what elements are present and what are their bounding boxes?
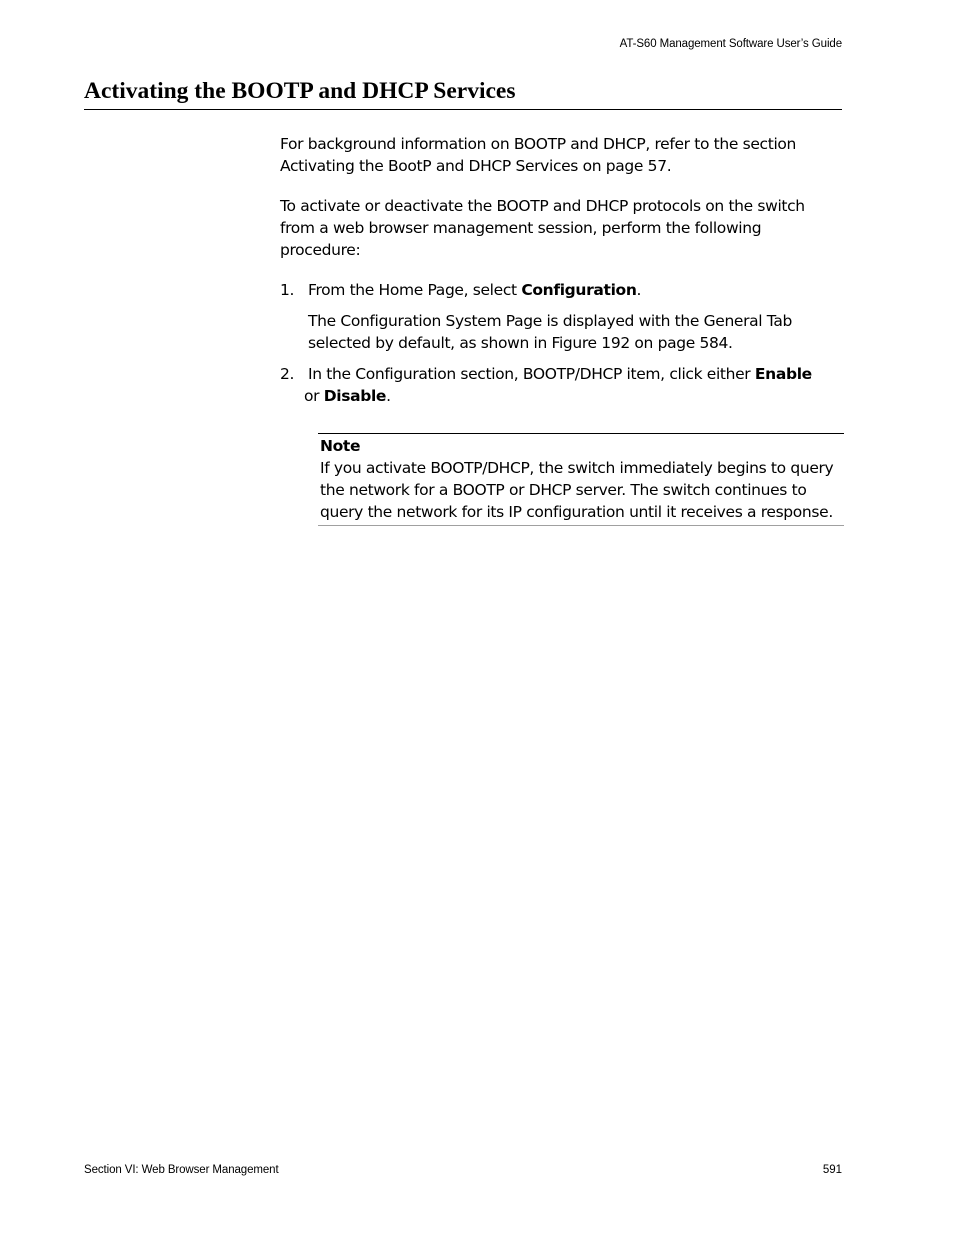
footer-section-label: Section VI: Web Browser Management: [84, 1164, 279, 1176]
intro-paragraph: For background information on BOOTP and DHCP, refer to the section Activating the BootP and DHCP Services on page 57.: [280, 135, 797, 175]
ui-term-enable: Enable: [754, 365, 812, 383]
procedure-intro-paragraph: To activate or deactivate the BOOTP and DHCP protocols on the switch from a web browser management session, perform the following procedure:: [280, 197, 805, 259]
note-heading: Note: [320, 437, 361, 455]
section-title: Activating the BOOTP and DHCP Services: [84, 76, 842, 110]
note-text: If you activate BOOTP/DHCP, the switch immediately begins to query the network for a BOOTP or DHCP server. The switch continues to query the network for its IP configuration until it receives a response.: [320, 459, 834, 521]
step-number: 2.: [280, 365, 295, 383]
step-text-part: .: [386, 387, 391, 405]
note-box: [318, 433, 844, 526]
step-text-part: In the Configuration section, BOOTP/DHCP item, click either: [308, 365, 755, 383]
step-text-part: .: [636, 281, 642, 299]
running-header: AT-S60 Management Software User’s Guide: [619, 38, 842, 50]
step-number: 1.: [280, 281, 295, 299]
step-text: [304, 363, 842, 407]
ui-term-configuration: Configuration: [521, 281, 637, 299]
step-text: [308, 279, 842, 301]
step-2: [280, 363, 842, 407]
step-text-part: or: [304, 387, 324, 405]
footer-page-number: 591: [822, 1164, 842, 1176]
step-text-part: From the Home Page, select: [308, 281, 522, 299]
ui-term-disable: Disable: [323, 387, 387, 405]
step-1: [280, 279, 842, 354]
body-content: [280, 133, 842, 407]
step-result-text: The Configuration System Page is displayed with the General Tab selected by default, as shown in Figure 192 on page 584.: [308, 312, 793, 352]
